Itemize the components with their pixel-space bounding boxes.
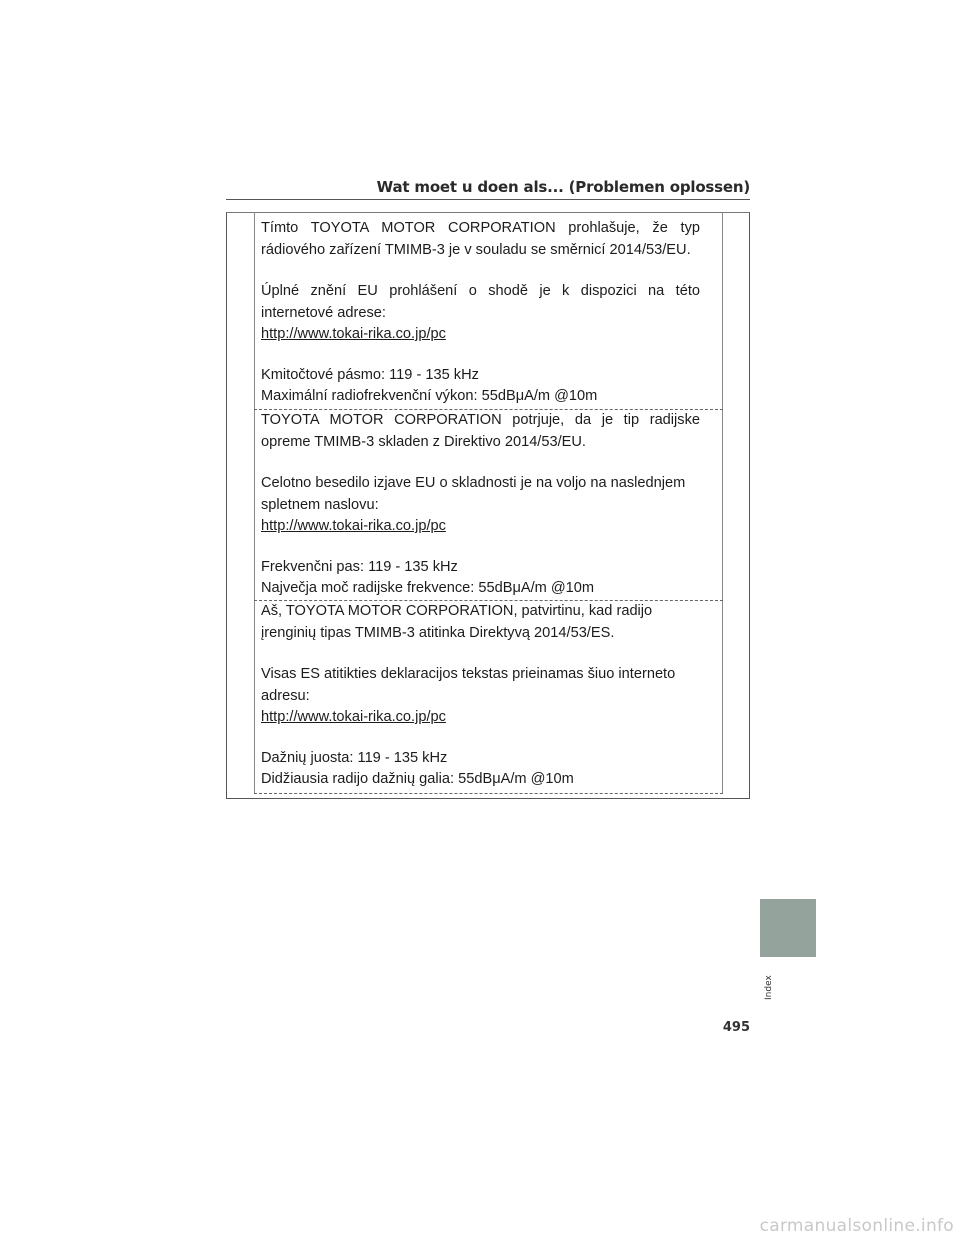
section-czech (261, 218, 700, 428)
section-intro: Tímto TOYOTA MOTOR CORPORATION prohlašuje, že typ rádiového zařízení TMIMB-3 je v souladu se směrnicí 2014/53/EU. (261, 220, 700, 258)
declaration-link[interactable]: http://www.tokai-rika.co.jp/pc (261, 326, 446, 342)
watermark: carmanualsonline.info (759, 1216, 954, 1236)
max-power: Didžiausia radijo dažnių galia: 55dBμA/m @10m (261, 771, 574, 787)
section-intro: Aš, TOYOTA MOTOR CORPORATION, patvirtinu, kad radijo įrenginių tipas TMIMB-3 atitinka Direktyvą 2014/53/ES. (261, 603, 653, 641)
declaration-link[interactable]: http://www.tokai-rika.co.jp/pc (261, 709, 446, 725)
section-availability (261, 281, 700, 346)
section-specs (261, 557, 700, 600)
availability-text: Visas ES atitikties deklaracijos tekstas prieinamas šiuo interneto adresu: (261, 666, 676, 704)
page-number: 495 (722, 1020, 750, 1035)
index-thumb-tab[interactable] (760, 899, 816, 957)
availability-text: Celotno besedilo izjave EU o skladnosti je na voljo na naslednjem spletnem naslovu: (261, 475, 686, 513)
section-specs (261, 365, 700, 408)
frequency-band: Kmitočtové pásmo: 119 - 135 kHz (261, 366, 479, 383)
section-availability (261, 664, 700, 729)
index-tab-label: Index (764, 975, 774, 1000)
frequency-band: Dažnių juosta: 119 - 135 kHz (261, 749, 448, 766)
page-header-title: Wat moet u doen als... (Problemen oplossen) (376, 178, 750, 196)
header-rule (226, 199, 750, 200)
section-slovenian (261, 410, 700, 620)
section-availability (261, 473, 700, 538)
max-power: Največja moč radijske frekvence: 55dBμA/m @10m (261, 580, 595, 596)
section-intro: TOYOTA MOTOR CORPORATION potrjuje, da je tip radijske opreme TMIMB-3 skladen z Direktivo 2014/53/EU. (261, 412, 700, 450)
availability-text: Úplné znění EU prohlášení o shodě je k dispozici na této internetové adrese: (261, 283, 700, 321)
section-lithuanian (261, 601, 700, 811)
section-specs (261, 748, 700, 791)
max-power: Maximální radiofrekvenční výkon: 55dBμA/m @10m (261, 388, 598, 404)
frequency-band: Frekvenčni pas: 119 - 135 kHz (261, 558, 458, 575)
declaration-link[interactable]: http://www.tokai-rika.co.jp/pc (261, 518, 446, 534)
